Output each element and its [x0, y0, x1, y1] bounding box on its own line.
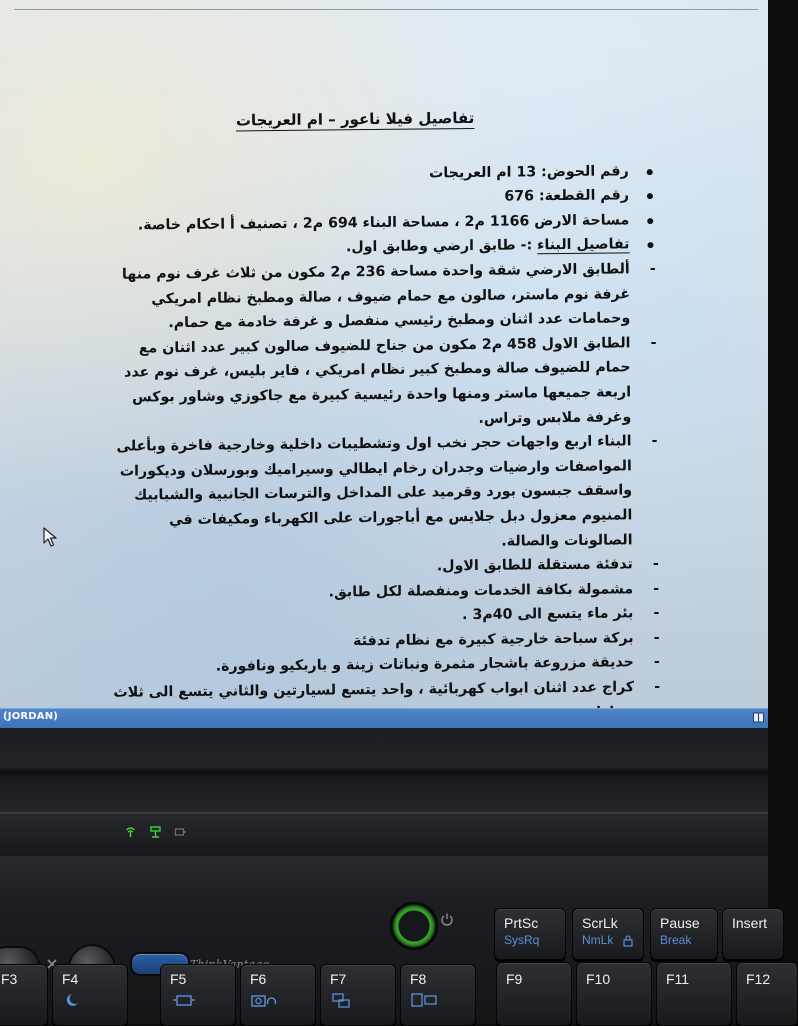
- list-item: - ألطابق الارضي شقة واحدة مساحة 236 م2 مكون من ثلاث غرف نوم منها غرفة نوم ماستر، صالون مع حمام ضيوف ، صالة ومطبخ نظام امريكي وحمامات عدد اثنان ومطبخ رئيسي منفصل و غرفة خادمة مع حمام.: [102, 257, 631, 336]
- list-item: - حديقة مزروعة باشجار مثمرة ونباتات زينة و باربكيو ونافورة.: [106, 651, 634, 681]
- pause-key[interactable]: Pause Break: [650, 908, 718, 960]
- list-item: - بئر ماء يتسع الى 40م3 .: [105, 602, 633, 632]
- power-icon: [440, 912, 454, 926]
- f6-key[interactable]: F6: [240, 964, 316, 1026]
- f7-key[interactable]: F7: [320, 964, 396, 1026]
- f4-key[interactable]: F4: [52, 964, 128, 1026]
- list-item: - الطابق الاول 458 م2 مكون من جناح للضيوف صالون كبير عدد اثنان مع حمام للضيوف صالة ومطبخ كبير نظام امريكي ، فاير بليس، غرف نوم عدد اربعة جميعها ماستر ومنها واحدة رئيسية كبيرة مع جاكوزي وشاور بوكس وغرفة ملابس وتراس.: [102, 331, 631, 435]
- info-bullet-list: [101, 159, 662, 263]
- bezel-ridge: [0, 812, 768, 814]
- list-item: رقم الحوض: 13 ام العريجات: [101, 159, 629, 189]
- document-top-border: [14, 9, 758, 10]
- network-led-icon: [149, 826, 162, 838]
- list-item: - كراج عدد اثنان ابواب كهربائية ، واحد يتسع لسيارتين والثاني يتسع الى ثلاث: [106, 675, 634, 730]
- scrlk-key[interactable]: ScrLk NmLk: [572, 908, 644, 960]
- monitor-icon: [411, 992, 437, 1008]
- list-item: مساحة الارض 1166 م2 ، مساحة البناء 694 م2 ، تصنيف أ احكام خاصة.: [101, 208, 629, 238]
- list-item: تفاصيل البناء :- طابق ارضي وطابق اول.: [101, 233, 629, 263]
- list-item: - مشمولة بكافة الخدمات ومنفصلة لكل طابق.: [105, 577, 633, 607]
- battery-led-icon: [174, 826, 187, 838]
- f12-key[interactable]: F12: [736, 962, 798, 1026]
- building-details-label: تفاصيل البناء: [537, 236, 630, 254]
- status-bar: [0, 708, 768, 729]
- f5-key[interactable]: F5: [160, 964, 236, 1026]
- language-indicator[interactable]: (JORDAN): [3, 711, 59, 722]
- list-item: - بركة سباحة خارجية كبيرة مع نظام تدفئة: [105, 626, 633, 656]
- f10-key[interactable]: F10: [576, 962, 652, 1026]
- f8-key[interactable]: F8: [400, 964, 476, 1026]
- f11-key[interactable]: F11: [656, 962, 732, 1026]
- list-item: رقم القطعة: 676: [101, 184, 629, 214]
- camera-icon: [251, 992, 277, 1008]
- lock-icon: [623, 935, 633, 947]
- document-page: [100, 104, 667, 755]
- moon-icon: [63, 992, 89, 1008]
- book-icon[interactable]: [753, 712, 764, 723]
- power-button[interactable]: [390, 902, 438, 950]
- details-dash-list: [102, 257, 667, 730]
- list-item: - تدفئة مستقلة للطابق الاول.: [105, 552, 633, 582]
- wifi-led-icon: [124, 826, 137, 838]
- screen-bezel: [0, 728, 768, 856]
- insert-key[interactable]: Insert: [722, 908, 784, 960]
- prtsc-key[interactable]: PrtSc SysRq: [494, 908, 566, 960]
- document-title: تفاصيل فيلا ناعور – ام العريجات: [235, 108, 475, 130]
- display-switch-icon: [331, 992, 357, 1008]
- status-leds: [124, 826, 187, 840]
- list-item: - البناء اربع واجهات حجر نخب اول وتشطيبات داخلية وخارجية فاخرة وبأعلى المواصفات وارضيات وجدران رخام ايطالي وسيراميك وبورسلان وديكورات واسقف جبسون بورد وقرميد على المداخل والترسات الجانبية والشبابيك المنيوم معزول دبل جلايس مع أباجورات على الكهرباء ومكيفات في الصالونات والصالة.: [103, 429, 632, 557]
- f9-key[interactable]: F9: [496, 962, 572, 1026]
- mouse-pointer-icon: [42, 526, 58, 548]
- f3-key[interactable]: F3: [0, 964, 48, 1026]
- wireless-icon: [171, 992, 197, 1008]
